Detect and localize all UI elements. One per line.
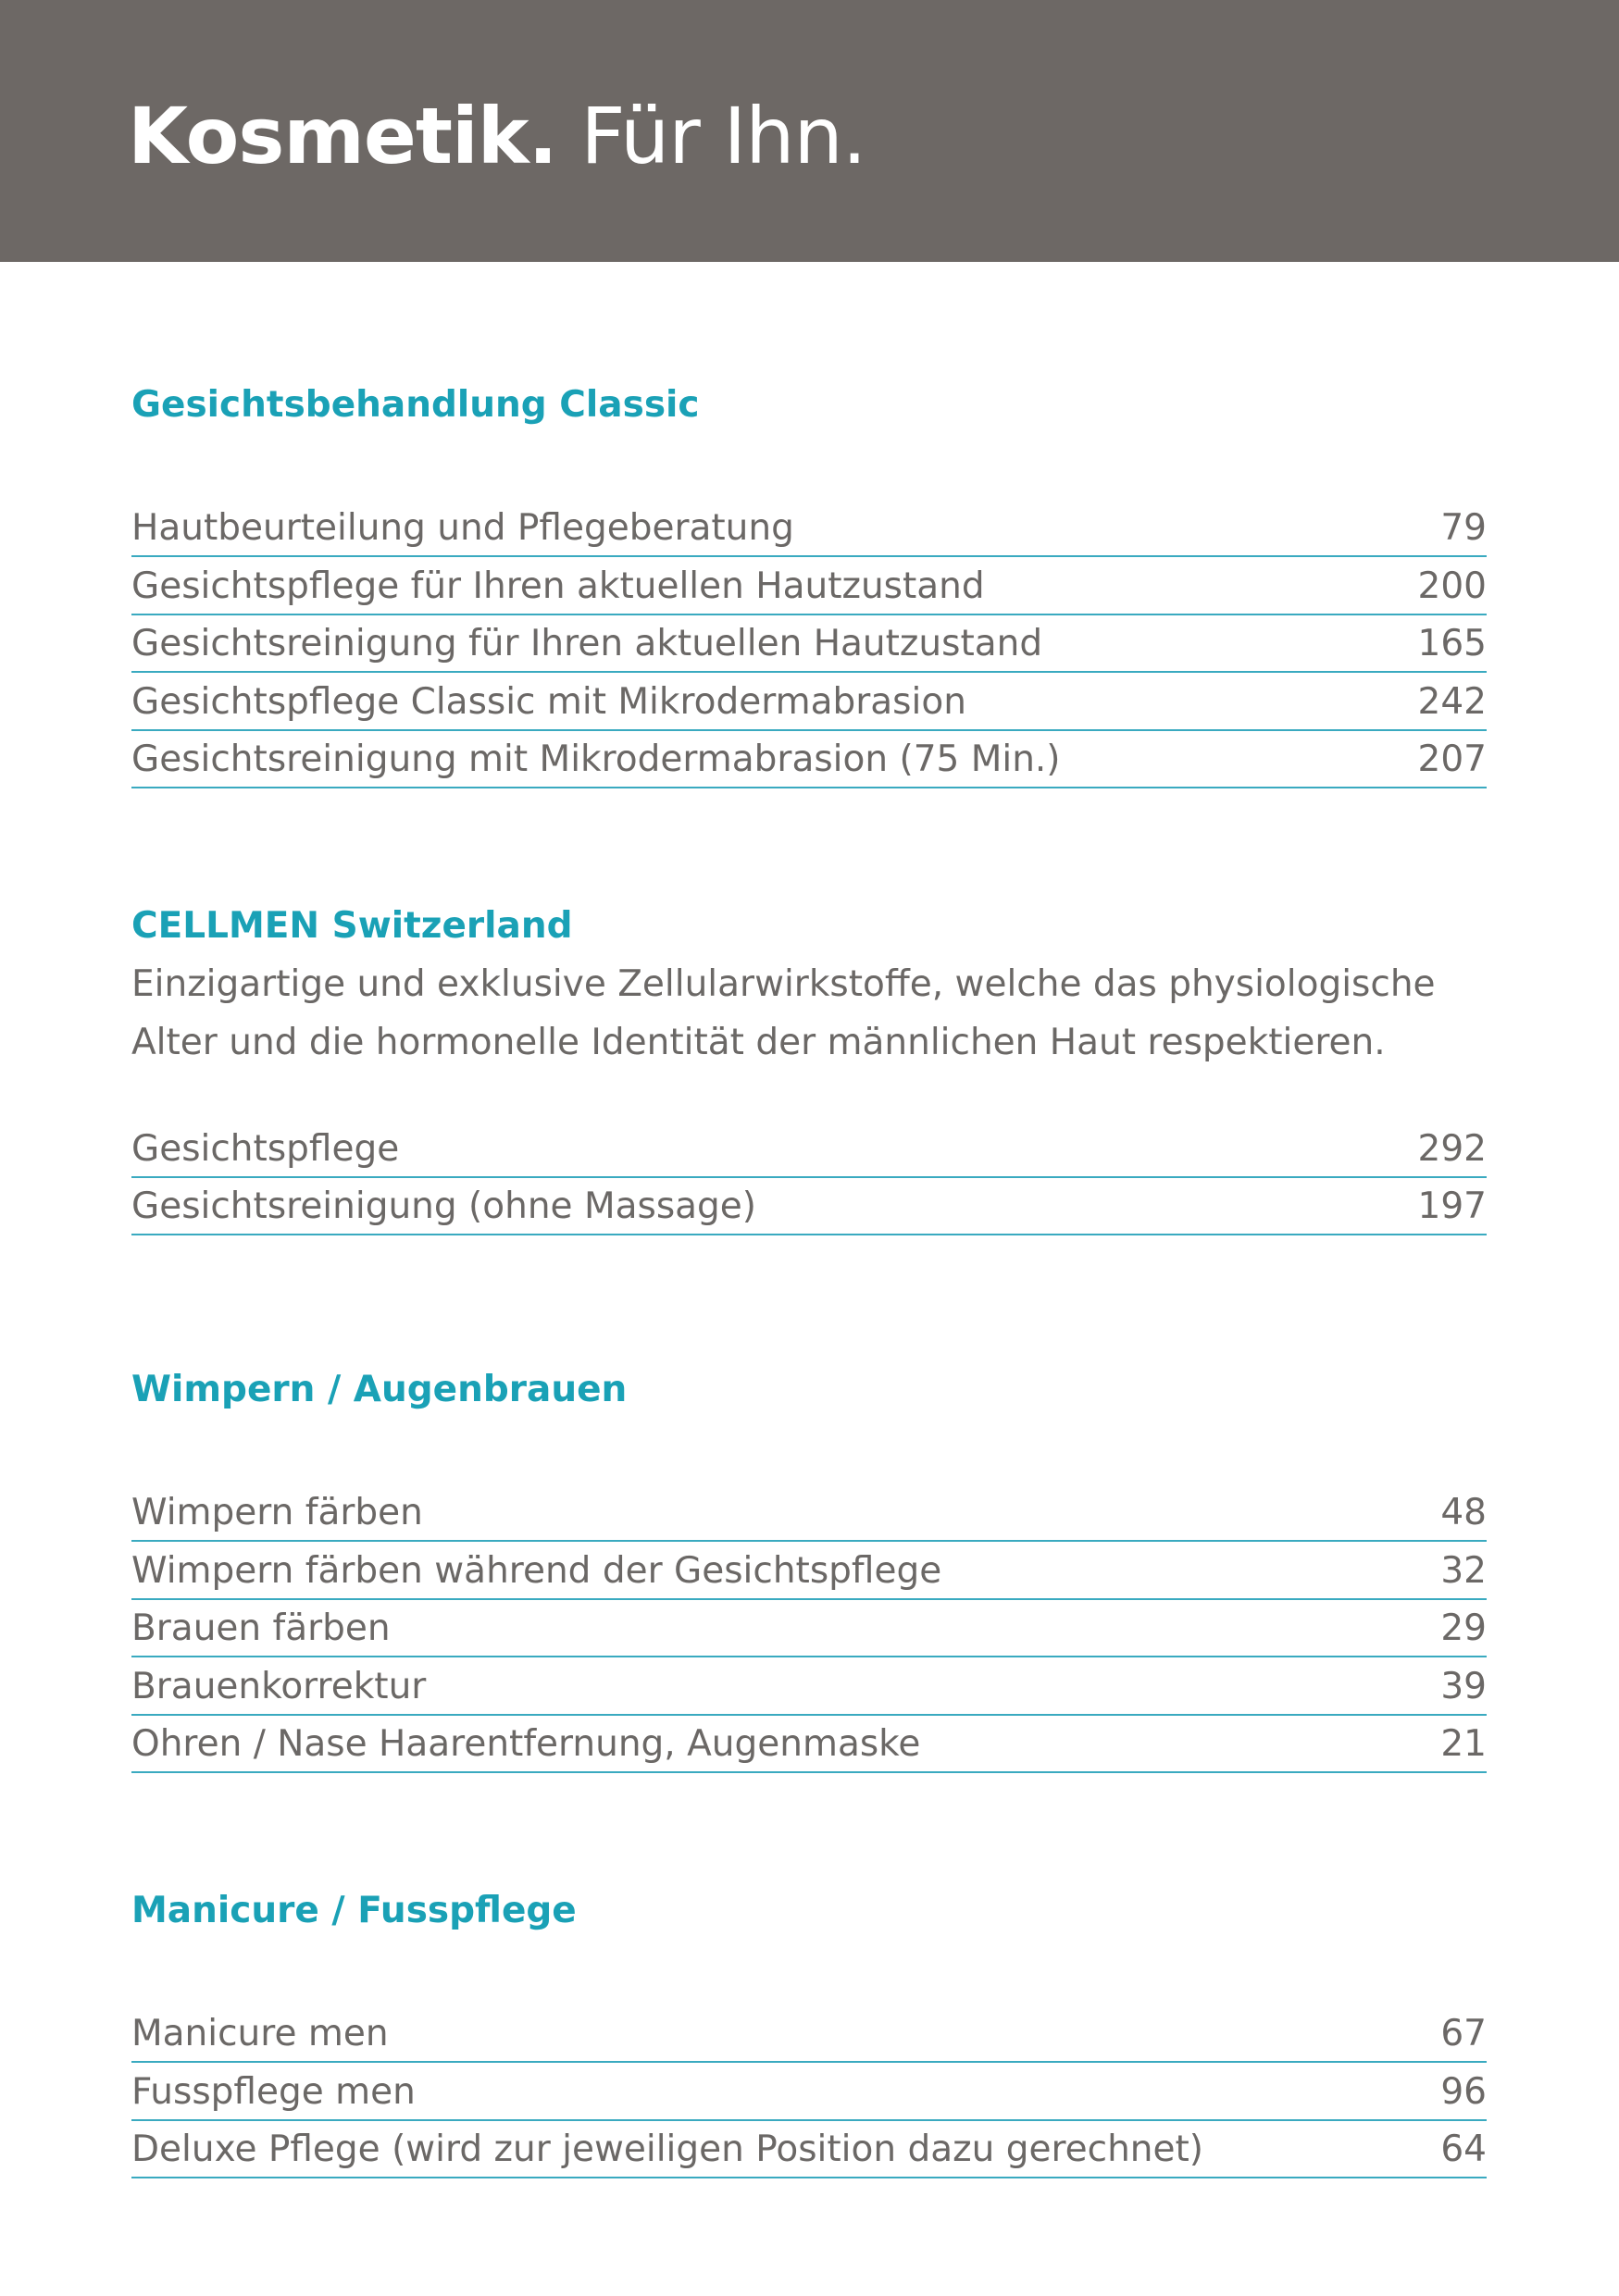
- price-row: [131, 1657, 1487, 1716]
- price-row: [131, 557, 1487, 615]
- price-row: [131, 673, 1487, 731]
- section-title: Wimpern / Augenbrauen: [131, 1369, 628, 1410]
- page-title: [128, 85, 866, 187]
- price-row: [131, 1542, 1487, 1600]
- item-name: Brauenkorrektur: [131, 1665, 427, 1707]
- item-name: Gesichtsreinigung (ohne Massage): [131, 1185, 756, 1227]
- item-name: Wimpern färben während der Gesichtspflege: [131, 1549, 942, 1592]
- item-price: 79: [1440, 507, 1487, 549]
- price-row: [131, 1716, 1487, 1774]
- section-manicure-fusspflege: [131, 1888, 1487, 2178]
- price-row: [131, 731, 1487, 789]
- section-cellmen-switzerland: [131, 903, 1487, 1235]
- item-name: Gesichtspflege für Ihren aktuellen Hautzustand: [131, 565, 985, 607]
- price-row: [131, 2063, 1487, 2121]
- item-name: Manicure men: [131, 2013, 389, 2054]
- page-title-light: Für Ihn.: [580, 91, 866, 181]
- item-price: 48: [1440, 1492, 1487, 1533]
- item-name: Wimpern färben: [131, 1492, 423, 1533]
- item-name: Ohren / Nase Haarentfernung, Augenmaske: [131, 1723, 921, 1765]
- price-row: [131, 1600, 1487, 1658]
- section-wimpern-augenbrauen: [131, 1367, 1487, 1773]
- item-price: 207: [1417, 738, 1487, 780]
- item-name: Brauen färben: [131, 1607, 391, 1649]
- price-row: [131, 615, 1487, 674]
- price-row: [131, 1120, 1487, 1178]
- item-name: Gesichtspflege Classic mit Mikrodermabrasion: [131, 680, 966, 723]
- header-band: [0, 0, 1619, 262]
- section-title: Gesichtsbehandlung Classic: [131, 384, 700, 426]
- price-row: [131, 502, 1487, 557]
- price-row: [131, 1486, 1487, 1542]
- price-row: [131, 2121, 1487, 2179]
- price-row: [131, 1178, 1487, 1236]
- item-price: 197: [1417, 1185, 1487, 1227]
- item-name: Hautbeurteilung und Pflegeberatung: [131, 507, 794, 549]
- item-price: 165: [1417, 623, 1487, 664]
- section-description-line: Alter und die hormonelle Identität der männlichen Haut respektieren.: [131, 1022, 1386, 1063]
- item-price: 292: [1417, 1127, 1487, 1170]
- page-title-bold: Kosmetik.: [128, 91, 557, 181]
- item-price: 64: [1440, 2128, 1487, 2170]
- section-title: Manicure / Fusspflege: [131, 1890, 577, 1931]
- item-name: Gesichtspflege: [131, 1127, 400, 1170]
- section-title: CELLMEN Switzerland: [131, 905, 573, 947]
- item-price: 21: [1440, 1723, 1487, 1765]
- item-price: 67: [1440, 2013, 1487, 2054]
- item-name: Deluxe Pflege (wird zur jeweiligen Position dazu gerechnet): [131, 2128, 1204, 2170]
- section-gesichtsbehandlung-classic: [131, 382, 1487, 788]
- item-price: 29: [1440, 1607, 1487, 1649]
- item-price: 242: [1417, 680, 1487, 723]
- item-price: 32: [1440, 1549, 1487, 1592]
- item-price: 96: [1440, 2070, 1487, 2113]
- item-name: Fusspflege men: [131, 2070, 416, 2113]
- item-price: 200: [1417, 565, 1487, 607]
- item-name: Gesichtsreinigung für Ihren aktuellen Hautzustand: [131, 623, 1043, 664]
- item-price: 39: [1440, 1665, 1487, 1707]
- section-description-line: Einzigartige und exklusive Zellularwirkstoffe, welche das physiologische: [131, 963, 1436, 1005]
- item-name: Gesichtsreinigung mit Mikrodermabrasion (75 Min.): [131, 738, 1061, 780]
- price-row: [131, 2007, 1487, 2063]
